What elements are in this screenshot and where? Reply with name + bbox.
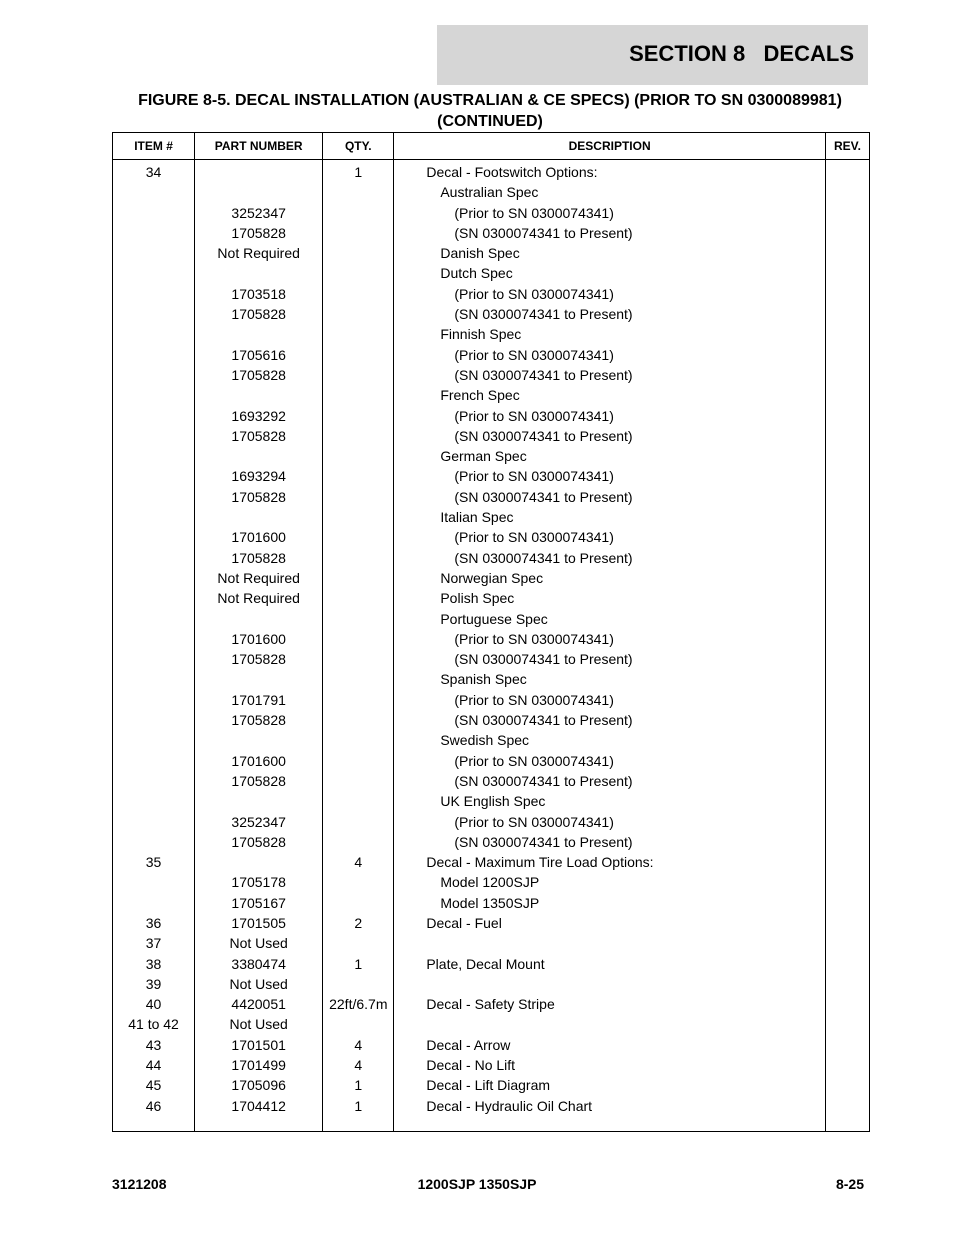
parts-table [112, 132, 870, 1132]
part-number-cell [195, 791, 322, 811]
item-cell: 46 [145, 1097, 162, 1114]
description-cell: Swedish Spec [440, 732, 530, 749]
part-number-cell: 1705828 [231, 488, 286, 505]
part-number-cell: 1705167 [231, 894, 286, 911]
qty-cell [323, 466, 393, 486]
item-cell: 39 [145, 975, 162, 992]
part-number-cell: 1693292 [231, 407, 286, 424]
qty-cell [323, 446, 393, 466]
footer-page-number: 8-25 [835, 1176, 864, 1192]
part-number-cell: Not Used [229, 1016, 288, 1033]
description-cell [394, 933, 825, 953]
description-cell: (SN 0300074341 to Present) [454, 306, 633, 323]
description-cell: Australian Spec [440, 184, 539, 201]
description-cell [394, 1014, 825, 1034]
qty-cell: 4 [354, 854, 363, 871]
qty-cell [323, 730, 393, 750]
qty-cell: 1 [354, 1097, 363, 1114]
qty-cell [323, 791, 393, 811]
qty-cell: 1 [354, 164, 363, 180]
part-number-cell: 1701600 [231, 752, 286, 769]
item-cell [113, 304, 194, 324]
qty-column [323, 160, 394, 1132]
description-cell: (Prior to SN 0300074341) [454, 285, 614, 302]
item-cell [113, 548, 194, 568]
item-cell [113, 791, 194, 811]
description-cell: (Prior to SN 0300074341) [454, 468, 614, 485]
qty-cell [323, 933, 393, 953]
header-part-number: PART NUMBER [195, 133, 323, 160]
description-cell [394, 974, 825, 994]
description-cell: (SN 0300074341 to Present) [454, 427, 633, 444]
description-cell: (SN 0300074341 to Present) [454, 366, 633, 383]
qty-cell [323, 385, 393, 405]
table-body-row [113, 160, 870, 1132]
rev-column [825, 160, 869, 1132]
item-cell [113, 182, 194, 202]
item-cell [113, 669, 194, 689]
header-item: ITEM # [113, 133, 195, 160]
footer-models: 1200SJP 1350SJP [417, 1176, 537, 1192]
part-number-cell [195, 385, 322, 405]
part-number-cell: 1705096 [231, 1077, 286, 1094]
qty-cell [323, 771, 393, 791]
description-cell: Decal - Lift Diagram [426, 1077, 551, 1094]
part-number-cell: 1705616 [231, 346, 286, 363]
qty-cell [323, 426, 393, 446]
qty-cell [323, 649, 393, 669]
part-number-cell: Not Required [217, 569, 300, 586]
qty-cell [323, 812, 393, 832]
qty-cell [323, 182, 393, 202]
description-cell: Decal - Hydraulic Oil Chart [426, 1097, 593, 1114]
item-cell: 45 [145, 1077, 162, 1094]
part-number-cell: 1701600 [231, 529, 286, 546]
item-cell [113, 649, 194, 669]
description-cell: (Prior to SN 0300074341) [454, 204, 614, 221]
description-cell: Italian Spec [440, 509, 514, 526]
part-number-cell [195, 324, 322, 344]
item-cell [113, 690, 194, 710]
item-cell [113, 609, 194, 629]
qty-cell [323, 507, 393, 527]
description-cell: (SN 0300074341 to Present) [454, 549, 633, 566]
description-cell: Model 1200SJP [440, 874, 540, 891]
part-number-cell: Not Used [229, 935, 288, 952]
qty-cell [323, 710, 393, 730]
qty-cell: 4 [354, 1036, 363, 1053]
description-cell: (Prior to SN 0300074341) [454, 691, 614, 708]
part-number-cell [195, 609, 322, 629]
description-cell: (SN 0300074341 to Present) [454, 772, 633, 789]
part-number-column [195, 160, 323, 1132]
description-cell: (SN 0300074341 to Present) [454, 224, 633, 241]
description-cell: (SN 0300074341 to Present) [454, 488, 633, 505]
figure-title [100, 90, 880, 132]
part-number-cell [195, 669, 322, 689]
description-cell: Norwegian Spec [440, 569, 544, 586]
part-number-cell: 1701600 [231, 630, 286, 647]
description-cell: Spanish Spec [440, 671, 527, 688]
part-number-cell: 1705828 [231, 366, 286, 383]
qty-cell [323, 365, 393, 385]
part-number-cell [195, 507, 322, 527]
item-cell [113, 223, 194, 243]
qty-cell: 4 [354, 1057, 363, 1074]
description-cell: Finnish Spec [440, 326, 522, 343]
description-cell: Dutch Spec [440, 265, 513, 282]
item-cell [113, 203, 194, 223]
description-cell: Decal - Fuel [426, 914, 502, 931]
part-number-cell: Not Used [229, 975, 288, 992]
qty-cell [323, 690, 393, 710]
item-cell [113, 568, 194, 588]
description-cell: Polish Spec [440, 590, 515, 607]
part-number-cell [195, 730, 322, 750]
description-cell: (Prior to SN 0300074341) [454, 630, 614, 647]
description-cell: Portuguese Spec [440, 610, 548, 627]
qty-cell [323, 548, 393, 568]
item-cell [113, 527, 194, 547]
item-cell [113, 263, 194, 283]
description-cell: Model 1350SJP [440, 894, 540, 911]
description-cell: Decal - Maximum Tire Load Options: [426, 854, 654, 871]
qty-cell [323, 345, 393, 365]
item-cell [113, 507, 194, 527]
qty-cell [323, 568, 393, 588]
header-rev: REV. [825, 133, 869, 160]
item-cell [113, 751, 194, 771]
part-number-cell: 1705828 [231, 549, 286, 566]
item-cell: 41 to 42 [128, 1016, 179, 1033]
description-cell: (SN 0300074341 to Present) [454, 651, 633, 668]
item-cell [113, 466, 194, 486]
qty-cell [323, 832, 393, 852]
part-number-cell: 1705828 [231, 224, 286, 241]
item-cell [113, 730, 194, 750]
description-cell: (Prior to SN 0300074341) [454, 813, 614, 830]
item-cell [113, 629, 194, 649]
part-number-cell: 1705828 [231, 712, 286, 729]
part-number-cell: 1705178 [231, 874, 286, 891]
figure-title-line1: FIGURE 8-5. DECAL INSTALLATION (AUSTRALIAN & CE SPECS) (PRIOR TO SN 0300089981) [138, 92, 842, 109]
part-number-cell: 3380474 [231, 955, 286, 972]
part-number-cell: 1705828 [231, 772, 286, 789]
description-cell: UK English Spec [440, 793, 546, 810]
part-number-cell: 1703518 [231, 285, 286, 302]
description-cell: Decal - No Lift [426, 1057, 516, 1074]
part-number-cell: 1701501 [231, 1036, 286, 1053]
item-cell: 37 [145, 935, 162, 952]
part-number-cell: 1705828 [231, 833, 286, 850]
part-number-cell [195, 852, 322, 872]
item-cell [113, 426, 194, 446]
description-cell: Plate, Decal Mount [426, 955, 545, 972]
qty-cell [323, 203, 393, 223]
item-cell: 34 [145, 164, 162, 180]
item-cell [113, 345, 194, 365]
item-cell [113, 365, 194, 385]
qty-cell [323, 872, 393, 892]
part-number-cell [195, 263, 322, 283]
part-number-cell: 1701505 [231, 914, 286, 931]
qty-cell [323, 751, 393, 771]
item-cell [113, 324, 194, 344]
qty-cell [323, 324, 393, 344]
item-cell [113, 487, 194, 507]
description-cell: (Prior to SN 0300074341) [454, 407, 614, 424]
part-number-cell [195, 446, 322, 466]
qty-cell [323, 974, 393, 994]
footer-doc-number: 3121208 [112, 1176, 167, 1192]
qty-cell [323, 527, 393, 547]
qty-cell [323, 304, 393, 324]
header-description: DESCRIPTION [394, 133, 826, 160]
description-cell: (SN 0300074341 to Present) [454, 833, 633, 850]
qty-cell [323, 263, 393, 283]
part-number-cell: 3252347 [231, 204, 286, 221]
qty-cell: 22ft/6.7m [329, 996, 388, 1013]
part-number-cell: 4420051 [231, 996, 286, 1013]
item-cell [113, 893, 194, 913]
item-cell: 44 [145, 1057, 162, 1074]
part-number-cell: 1701791 [231, 691, 286, 708]
part-number-cell: Not Required [217, 245, 300, 262]
description-cell: German Spec [440, 448, 527, 465]
qty-cell [323, 669, 393, 689]
qty-cell [323, 629, 393, 649]
qty-cell: 1 [354, 1077, 363, 1094]
item-cell [113, 243, 194, 263]
item-cell [113, 710, 194, 730]
part-number-cell: 1705828 [231, 651, 286, 668]
item-cell: 40 [145, 996, 162, 1013]
item-cell: 43 [145, 1036, 162, 1053]
item-cell [113, 812, 194, 832]
description-cell: Decal - Arrow [426, 1036, 511, 1053]
part-number-cell [195, 162, 322, 182]
item-cell [113, 284, 194, 304]
description-cell: Danish Spec [440, 245, 520, 262]
item-cell [113, 385, 194, 405]
part-number-cell: 1693294 [231, 468, 286, 485]
qty-cell [323, 243, 393, 263]
item-cell [113, 588, 194, 608]
section-title: SECTION 8 DECALS [629, 41, 854, 66]
part-number-cell: 1704412 [231, 1097, 286, 1114]
figure-title-line2: (CONTINUED) [437, 113, 543, 130]
qty-cell [323, 1014, 393, 1034]
description-cell: (Prior to SN 0300074341) [454, 346, 614, 363]
description-cell: (Prior to SN 0300074341) [454, 529, 614, 546]
item-cell [113, 771, 194, 791]
section-header [437, 25, 868, 85]
item-cell: 36 [145, 914, 162, 931]
qty-cell [323, 609, 393, 629]
qty-cell [323, 588, 393, 608]
description-cell: (Prior to SN 0300074341) [454, 752, 614, 769]
item-cell: 35 [145, 854, 162, 871]
part-number-cell: 1705828 [231, 427, 286, 444]
qty-cell: 1 [354, 955, 363, 972]
table-header-row [113, 133, 870, 160]
part-number-cell [195, 182, 322, 202]
description-cell: (SN 0300074341 to Present) [454, 712, 633, 729]
item-cell [113, 406, 194, 426]
qty-cell [323, 406, 393, 426]
item-cell [113, 832, 194, 852]
description-column [394, 160, 826, 1132]
part-number-cell: 1701499 [231, 1057, 286, 1074]
item-cell [113, 872, 194, 892]
description-cell: Decal - Footswitch Options: [426, 164, 598, 180]
qty-cell [323, 487, 393, 507]
part-number-cell: 1705828 [231, 306, 286, 323]
item-cell [113, 446, 194, 466]
qty-cell: 2 [354, 914, 363, 931]
qty-cell [323, 223, 393, 243]
description-cell: Decal - Safety Stripe [426, 996, 555, 1013]
item-column [113, 160, 195, 1132]
description-cell: French Spec [440, 387, 520, 404]
part-number-cell: Not Required [217, 590, 300, 607]
qty-cell [323, 893, 393, 913]
header-qty: QTY. [323, 133, 394, 160]
qty-cell [323, 284, 393, 304]
item-cell: 38 [145, 955, 162, 972]
part-number-cell: 3252347 [231, 813, 286, 830]
